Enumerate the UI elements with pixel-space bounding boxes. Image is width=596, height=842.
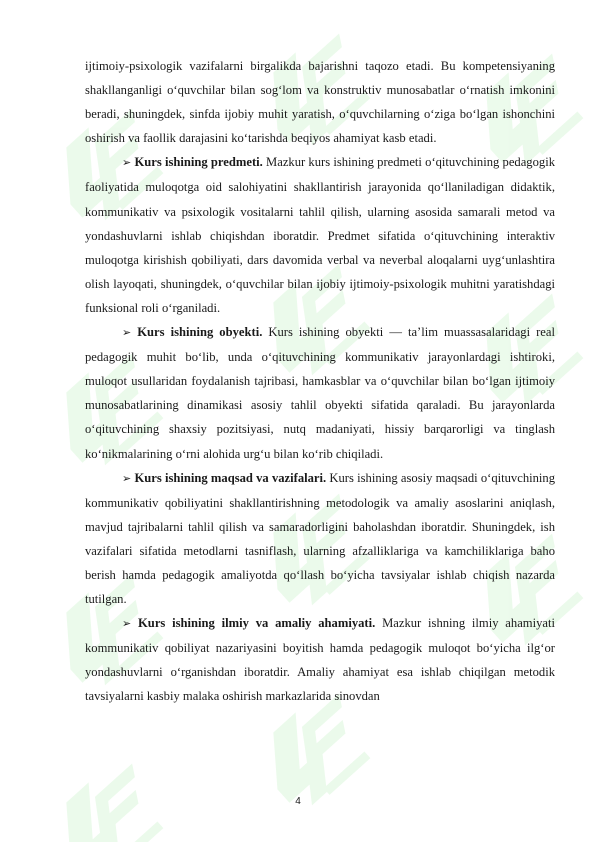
paragraph-significance [85, 611, 555, 708]
page-number: 4 [295, 796, 301, 807]
body-text [85, 54, 555, 709]
arrow-bullet-icon: ➢ [122, 617, 132, 631]
paragraph-text: Mazkur kurs ishining predmeti o‘qituvchining pedagogik faoliyatida muloqotga oid salohiyatini shakllantirish jarayonida qo‘llaniladigan didaktik, kommunikativ va psixologik vositalarni tahlil qilish, ularning asosida samarali metod va yondashuvlarni ishlab chiqishdan iboratdir. Predmet sifatida o‘qituvchining interaktiv muloqotga kirishish qobiliyati, dars davomida verbal va neverbal aloqalarni uyg‘unlashtira olish layoqati, shuningdek, o‘quvchilar bilan ijobiy ijtimoiy-psixologik muhitni yaratishdagi funksional roli o‘rganiladi. [85, 155, 555, 315]
paragraph-subject [85, 150, 555, 320]
arrow-bullet-icon: ➢ [122, 471, 132, 485]
paragraph-text: ijtimoiy-psixologik vazifalarni birgalikda bajarishni taqozo etadi. Bu kompetensiyaning shakllanganligi o‘quvchilar bilan sog‘lom va konstruktiv munosabatlar o‘rnatish imkonini beradi, shuningdek, sinfda ijobiy muhit yaratish, o‘quvchilarning o‘ziga bo‘lgan ishonchini oshirish va faollik darajasini ko‘tarishda beqiyos ahamiyat kasb etadi. [85, 59, 555, 146]
paragraph-goals [85, 466, 555, 612]
paragraph-text: Mazkur ishning ilmiy ahamiyati kommunikativ qobiliyat nazariyasini boyitish hamda pedagogik muloqot bo‘yicha ilg‘or yondashuvlarni o‘rganishdan iboratdir. Amaliy ahamiyat esa ishlab chiqilgan metodik tavsiyalarni kasbiy malaka oshirish markazlarida sinovdan [85, 616, 555, 704]
paragraph-text: Kurs ishining asosiy maqsadi o‘qituvchining kommunikativ qobiliyatini shakllantirishning metodologik va amaliy asoslarini aniqlash, mavjud tajribalarni tahlil qilish va samaradorligini baholashdan iboratdir. Shuningdek, ish vazifalari sifatida metodlarni tasniflash, ularning afzalliklariga va kamchiliklariga baho berish hamda pedagogik amaliyotda qo‘llash bo‘yicha tavsiyalar ishlab chiqish nazarda tutilgan. [85, 470, 555, 607]
paragraph-object [85, 320, 555, 466]
paragraph-text: Kurs ishining obyekti — ta’lim muassasalaridagi real pedagogik muhit bo‘lib, unda o‘qituvchining kommunikativ jarayonlardagi ishtiroki, muloqot usullaridan foydalanish tajribasi, hamkasblar va o‘quvchilar bilan bo‘lgan ijtimoiy munosabatlarining dinamikasi asosiy tahlil obyekti sifatida qaraladi. Bu jarayonlarda o‘qituvchining shaxsiy pozitsiyasi, nutq madaniyati, hissiy barqarorligi va tinglash ko‘nikmalarining o‘rni alohida urg‘u bilan ko‘rib chiqiladi. [85, 325, 555, 461]
section-heading: Kurs ishining maqsad va vazifalari. [134, 470, 327, 485]
section-heading: Kurs ishining ilmiy va amaliy ahamiyati. [138, 616, 376, 631]
arrow-bullet-icon: ➢ [122, 156, 132, 170]
paragraph-intro [85, 54, 555, 150]
section-heading: Kurs ishining predmeti. [134, 155, 263, 170]
arrow-bullet-icon: ➢ [122, 326, 132, 340]
section-heading: Kurs ishining obyekti. [137, 325, 263, 340]
